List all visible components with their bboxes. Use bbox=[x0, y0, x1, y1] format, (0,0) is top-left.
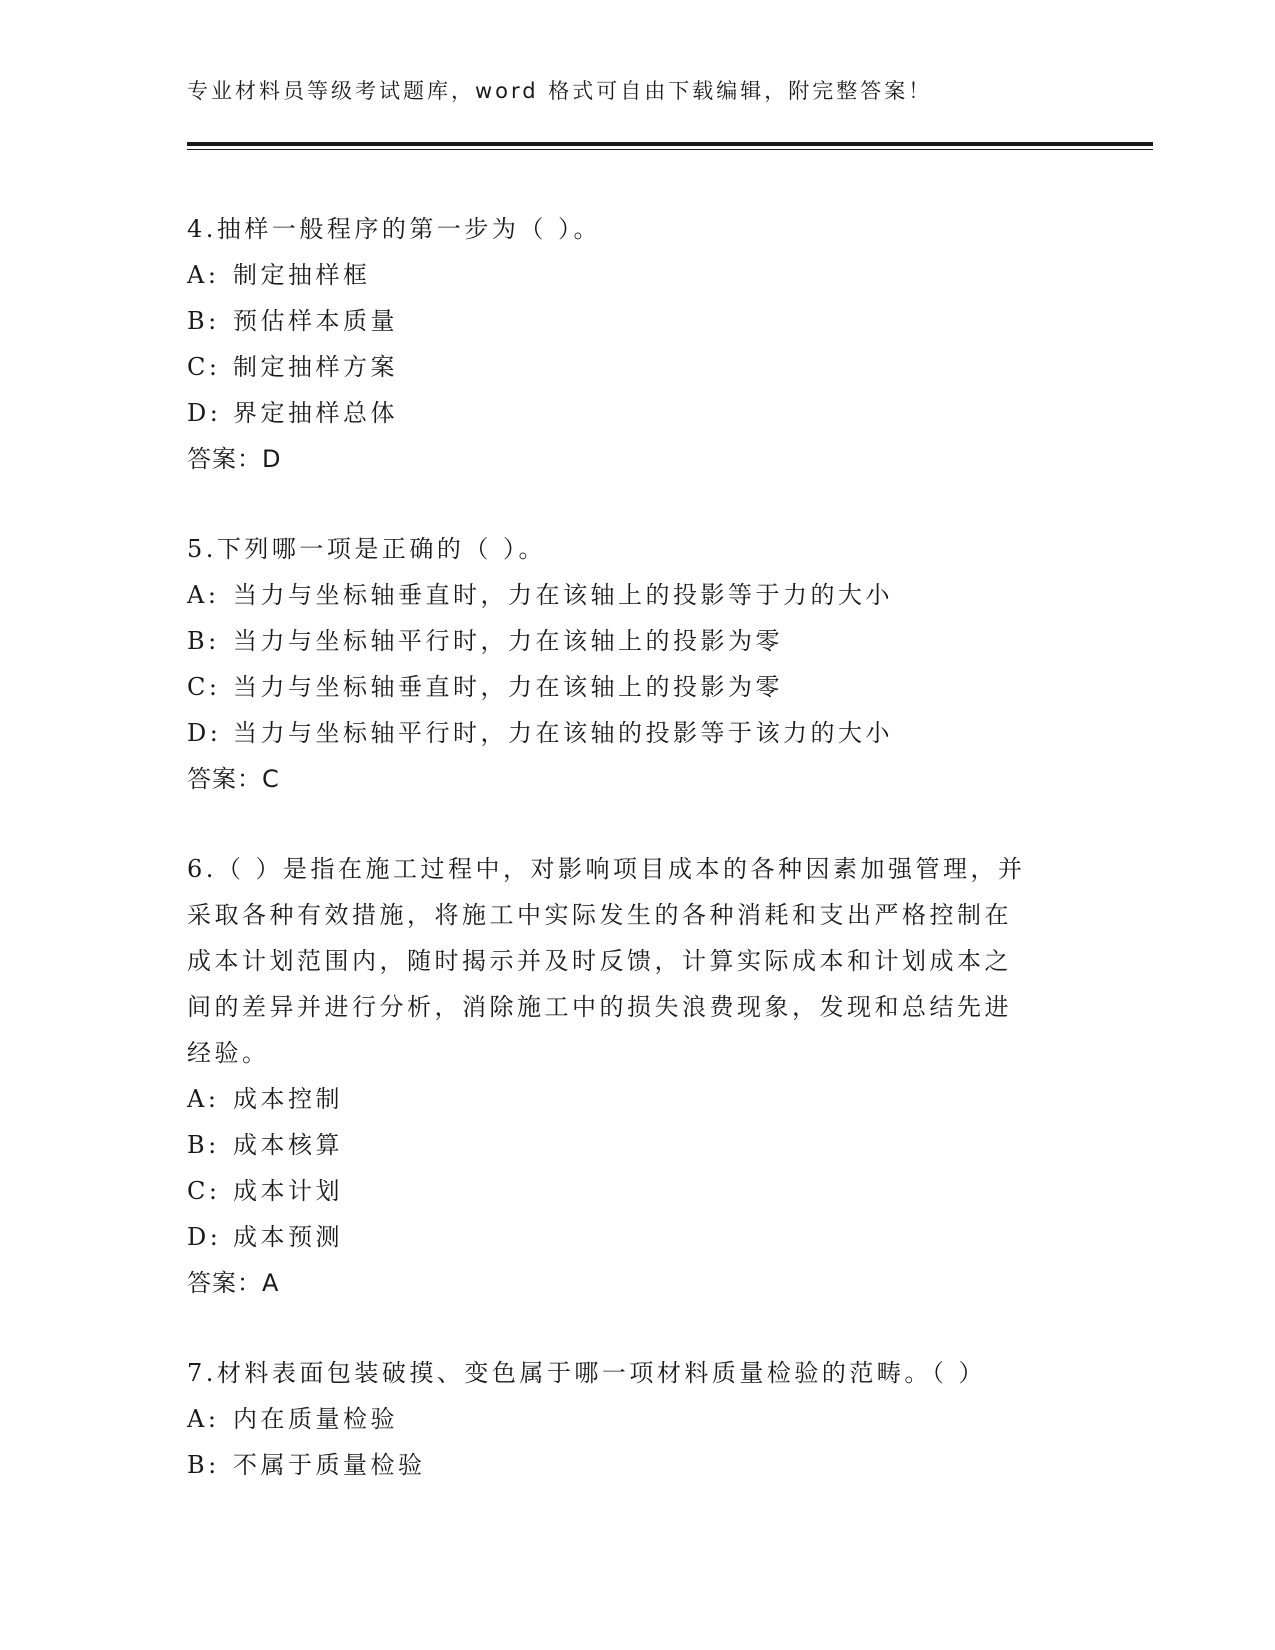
option-text: 成本核算 bbox=[233, 1131, 343, 1159]
option-b bbox=[187, 1122, 1067, 1168]
option-text: 内在质量检验 bbox=[233, 1405, 398, 1433]
question-stem-line: 间的差异并进行分析，消除施工中的损失浪费现象，发现和总结先进 bbox=[187, 993, 1012, 1021]
option-letter: A: bbox=[187, 581, 220, 609]
header-divider-thick bbox=[187, 142, 1153, 146]
option-letter: D: bbox=[187, 1223, 222, 1251]
option-letter: D: bbox=[187, 399, 222, 427]
question-7 bbox=[187, 1350, 1067, 1488]
question-4 bbox=[187, 206, 1067, 482]
option-text: 制定抽样方案 bbox=[233, 353, 398, 381]
answer-line: 答案：D bbox=[187, 445, 282, 473]
option-c bbox=[187, 344, 1067, 390]
option-letter: C: bbox=[187, 673, 221, 701]
option-text: 成本控制 bbox=[233, 1085, 343, 1113]
option-letter: A: bbox=[187, 1405, 220, 1433]
option-a bbox=[187, 1396, 1067, 1442]
option-letter: C: bbox=[187, 353, 221, 381]
option-text: 当力与坐标轴平行时，力在该轴上的投影为零 bbox=[233, 627, 783, 655]
question-stem: 7.材料表面包装破摸、变色属于哪一项材料质量检验的范畴。（ ） bbox=[187, 1359, 987, 1387]
option-letter: D: bbox=[187, 719, 222, 747]
option-letter: A: bbox=[187, 261, 220, 289]
header-banner: 专业材料员等级考试题库，word 格式可自由下载编辑，附完整答案！ bbox=[187, 79, 933, 103]
answer-line: 答案：C bbox=[187, 765, 280, 793]
option-a bbox=[187, 572, 1067, 618]
option-text: 预估样本质量 bbox=[233, 307, 398, 335]
question-stem-line: 成本计划范围内，随时揭示并及时反馈，计算实际成本和计划成本之 bbox=[187, 947, 1012, 975]
option-text: 成本预测 bbox=[233, 1223, 343, 1251]
option-text: 制定抽样框 bbox=[233, 261, 371, 289]
question-5 bbox=[187, 526, 1067, 802]
option-text: 当力与坐标轴垂直时，力在该轴上的投影等于力的大小 bbox=[233, 581, 893, 609]
option-letter: B: bbox=[187, 1451, 220, 1479]
option-letter: B: bbox=[187, 307, 220, 335]
question-stem: 5.下列哪一项是正确的（ ）。 bbox=[187, 535, 547, 563]
option-text: 不属于质量检验 bbox=[233, 1451, 426, 1479]
option-letter: B: bbox=[187, 627, 220, 655]
option-text: 当力与坐标轴平行时，力在该轴的投影等于该力的大小 bbox=[233, 719, 893, 747]
question-stem-line: 6.（ ）是指在施工过程中，对影响项目成本的各种因素加强管理，并 bbox=[187, 855, 1026, 883]
option-letter: B: bbox=[187, 1131, 220, 1159]
option-b bbox=[187, 618, 1067, 664]
option-b bbox=[187, 1442, 1067, 1488]
option-d bbox=[187, 390, 1067, 436]
question-6 bbox=[187, 846, 1067, 1306]
option-b bbox=[187, 298, 1067, 344]
option-c bbox=[187, 1168, 1067, 1214]
option-d bbox=[187, 1214, 1067, 1260]
question-list bbox=[187, 206, 1067, 1488]
option-a bbox=[187, 1076, 1067, 1122]
header-divider-thin bbox=[187, 149, 1153, 150]
answer-line: 答案：A bbox=[187, 1269, 280, 1297]
option-letter: A: bbox=[187, 1085, 220, 1113]
option-text: 当力与坐标轴垂直时，力在该轴上的投影为零 bbox=[233, 673, 783, 701]
option-d bbox=[187, 710, 1067, 756]
option-letter: C: bbox=[187, 1177, 221, 1205]
option-c bbox=[187, 664, 1067, 710]
option-text: 成本计划 bbox=[233, 1177, 343, 1205]
question-stem: 4.抽样一般程序的第一步为（ ）。 bbox=[187, 215, 602, 243]
option-text: 界定抽样总体 bbox=[233, 399, 398, 427]
question-stem-line: 经验。 bbox=[187, 1039, 270, 1067]
question-stem-line: 采取各种有效措施，将施工中实际发生的各种消耗和支出严格控制在 bbox=[187, 901, 1012, 929]
option-a bbox=[187, 252, 1067, 298]
